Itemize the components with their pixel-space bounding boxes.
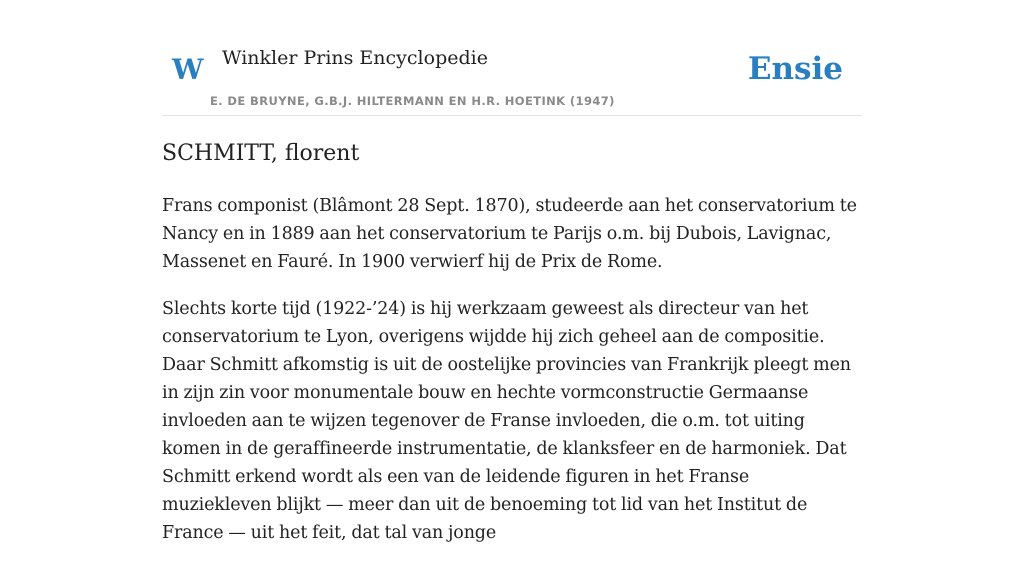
encyclopedia-logo[interactable]: W — [172, 53, 204, 86]
article-body — [162, 192, 862, 566]
page-header — [162, 0, 862, 116]
article-paragraph: Frans componist (Blâmont 28 Sept. 1870), studeerde aan het conservatorium te Nancy en in 1889 aan het conservatorium te Parijs o.m. bij Dubois, Lavignac, Massenet en Fauré. In 1900 verwierf hij de Prix de Rome. — [162, 196, 857, 272]
article-paragraph: Slechts korte tijd (1922-’24) is hij werkzaam geweest als directeur van het conservatorium te Lyon, overigens wijdde hij zich geheel aan de compositie. Daar Schmitt afkomstig is uit de oostelijke provincies van Frankrijk pleegt men in zijn zin voor monumentale bouw en hechte vormconstructie Germaanse invloeden aan te wijzen tegenover de Franse invloeden, die o.m. tot uiting komen in de geraffineerde instrumentatie, de klanksfeer en de harmoniek. Dat Schmitt erkend wordt als een van de leidende figuren in het Franse muziekleven blijkt — meer dan uit de benoeming tot lid van het Institut de France — uit het feit, dat tal van jonge — [162, 299, 851, 543]
ensie-logo-link[interactable]: Ensie — [747, 51, 843, 87]
book-title[interactable]: Winkler Prins Encyclopedie — [222, 47, 488, 69]
page — [162, 0, 862, 543]
article-title: SCHMITT, florent — [162, 141, 360, 166]
book-authors: E. DE BRUYNE, G.B.J. HILTERMANN EN H.R. HOETINK (1947) — [210, 94, 615, 108]
